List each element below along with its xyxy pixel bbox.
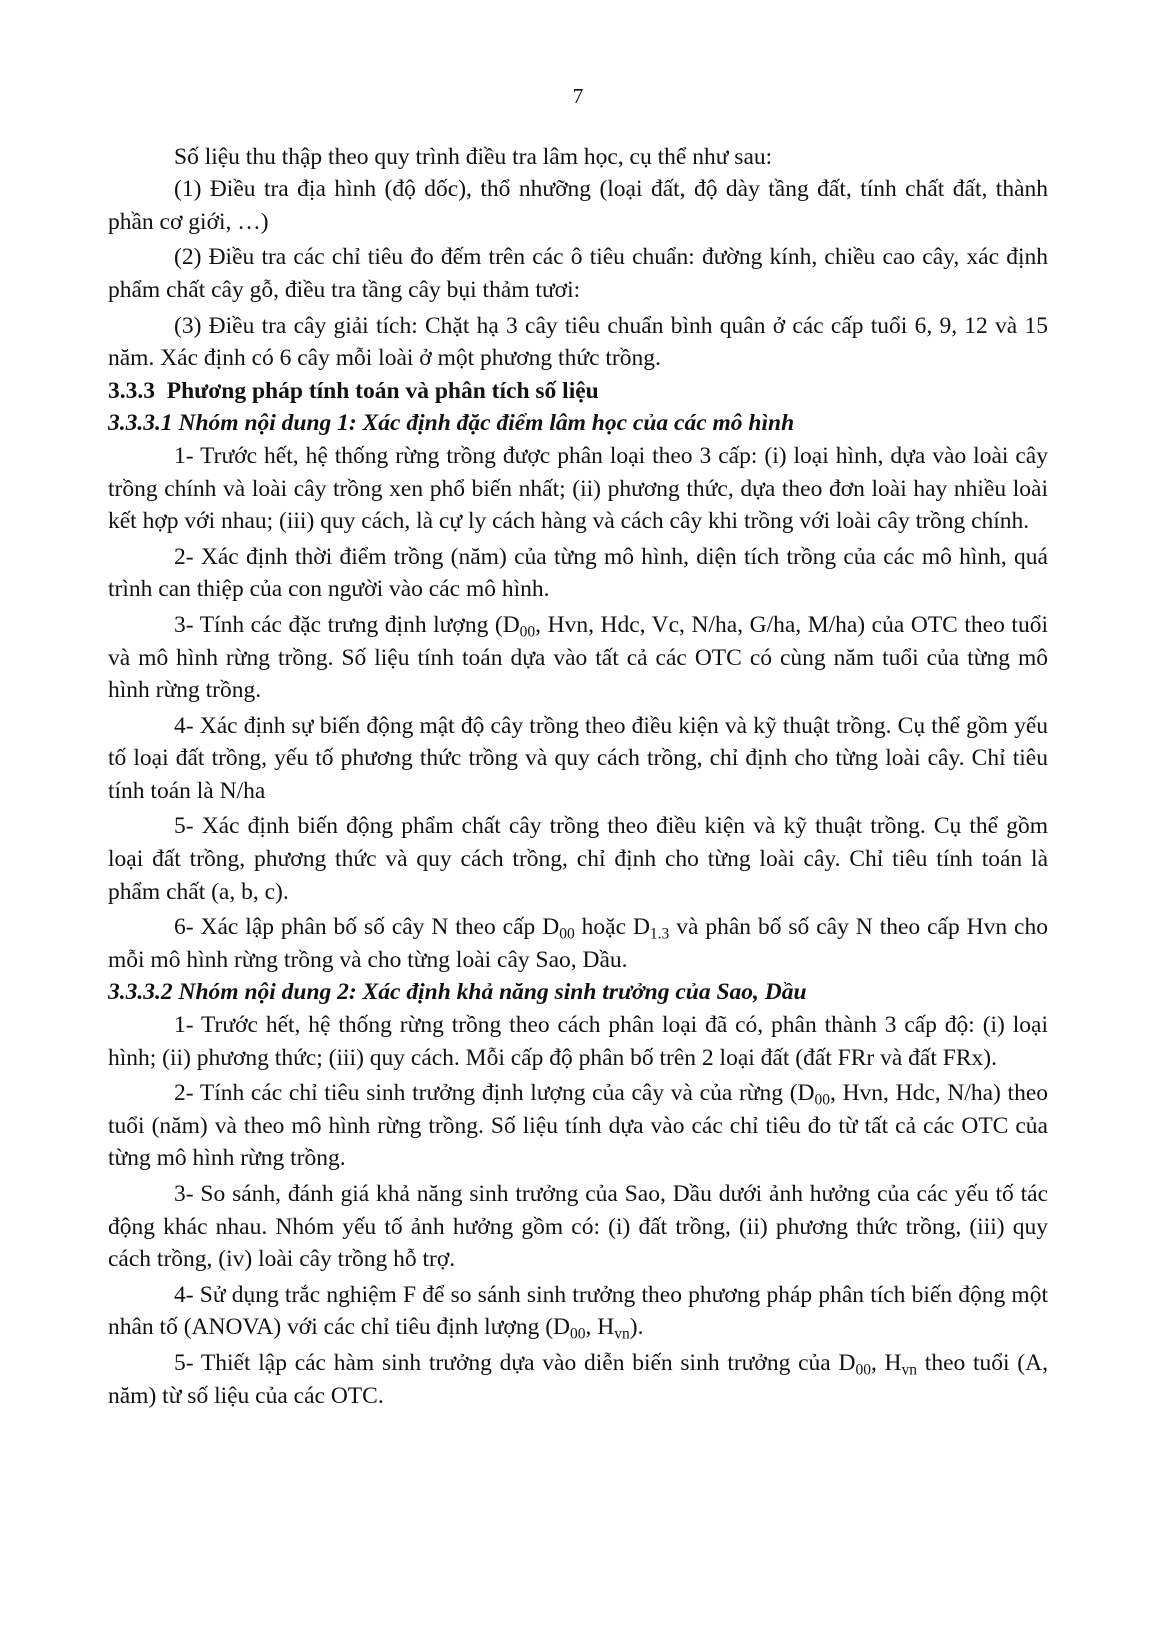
group2-paragraph-3: 3- So sánh, đánh giá khả năng sinh trưởng của Sao, Dầu dưới ảnh hưởng của các yếu tố tác động khác nhau. Nhóm yếu tố ảnh hưởng gồm có: (i) đất trồng, (ii) phương thức trồng, (iii) quy cách trồng, (iv) loài cây trồng hỗ trợ. bbox=[108, 1181, 1048, 1273]
group2-paragraph-4: 4- Sử dụng trắc nghiệm F để so sánh sinh trưởng theo phương pháp phân tích biến động một nhân tố (ANOVA) với các chỉ tiêu định lượng ($D_{00}$, $H_{vn}$). bbox=[108, 1281, 1048, 1344]
group1-paragraph-5: 5- Xác định biến động phẩm chất cây trồng theo điều kiện và kỹ thuật trồng. Cụ thể gồm loại đất trồng, phương thức và quy cách trồng, chỉ định cho từng loài cây. Chỉ tiêu tính toán là phẩm chất (a, b, c). bbox=[108, 813, 1048, 905]
group2-paragraph-2: 2- Tính các chỉ tiêu sinh trưởng định lượng của cây và của rừng ($D_{00}$, Hvn, Hdc, N/ha) theo tuổi (năm) và theo mô hình rừng trồng. Số liệu tính dựa vào các chỉ tiêu đo từ tất cả các OTC của từng mô hình rừng trồng. bbox=[108, 1080, 1048, 1172]
section-number: 3.3.3 bbox=[108, 377, 155, 404]
group1-paragraph-1: 1- Trước hết, hệ thống rừng trồng được phân loại theo 3 cấp: (i) loại hình, dựa vào loài cây trồng chính và loài cây trồng xen phổ biến nhất; (ii) phương thức, dựa theo đơn loài hay nhiều loài kết hợp với nhau; (iii) quy cách, là cự ly cách hàng và cách cây khi trồng với loài cây trồng chính. bbox=[108, 442, 1048, 535]
group2-paragraph-1: 1- Trước hết, hệ thống rừng trồng theo cách phân loại đã có, phân thành 3 cấp độ: (i) loại hình; (ii) phương thức; (iii) quy cách. Mỗi cấp độ phân bố trên 2 loại đất (đất FRr và đất FRx). bbox=[108, 1012, 1048, 1071]
section-heading-333 bbox=[108, 375, 1048, 408]
intro-paragraph: Số liệu thu thập theo quy trình điều tra lâm học, cụ thể như sau: bbox=[174, 143, 773, 170]
group1-paragraph-6: 6- Xác lập phân bố số cây N theo cấp $D_{00}$ hoặc $D_{1.3}$ và phân bố số cây N theo cấp Hvn cho mỗi mô hình rừng trồng và cho từng loài cây Sao, Dầu. bbox=[108, 914, 1048, 973]
group1-heading: 3.3.3.1 Nhóm nội dung 1: Xác định đặc điểm lâm học của các mô hình bbox=[108, 410, 795, 437]
list-item-2: (2) Điều tra các chỉ tiêu đo đếm trên các ô tiêu chuẩn: đường kính, chiều cao cây, xác định phẩm chất cây gỗ, điều tra tầng cây bụi thảm tươi: bbox=[108, 244, 1048, 303]
list-item-3: (3) Điều tra cây giải tích: Chặt hạ 3 cây tiêu chuẩn bình quân ở các cấp tuổi 6, 9, 12 và 15 năm. Xác định có 6 cây mỗi loài ở một phương thức trồng. bbox=[108, 312, 1048, 372]
list-item-1: (1) Điều tra địa hình (độ dốc), thổ nhưỡng (loại đất, độ dày tầng đất, tính chất đất, thành phần cơ giới, …) bbox=[108, 176, 1048, 235]
group2-paragraph-5: 5- Thiết lập các hàm sinh trưởng dựa vào diễn biến sinh trưởng của $D_{00}$, $H_{vn}$ theo tuổi (A, năm) từ số liệu của các OTC. bbox=[108, 1349, 1048, 1409]
group1-paragraph-2: 2- Xác định thời điểm trồng (năm) của từng mô hình, diện tích trồng của các mô hình, quá trình can thiệp của con người vào các mô hình. bbox=[108, 543, 1048, 603]
group2-heading: 3.3.3.2 Nhóm nội dung 2: Xác định khả năng sinh trưởng của Sao, Dầu bbox=[108, 979, 807, 1006]
group1-paragraph-4: 4- Xác định sự biến động mật độ cây trồng theo điều kiện và kỹ thuật trồng. Cụ thể gồm yếu tố loại đất trồng, yếu tố phương thức trồng và quy cách trồng, chỉ định cho từng loài cây. Chỉ tiêu tính toán là N/ha bbox=[108, 712, 1048, 804]
section-title: Phương pháp tính toán và phân tích số liệu bbox=[166, 377, 599, 404]
page-number: 7 bbox=[572, 84, 584, 108]
document-page bbox=[108, 80, 1048, 1412]
group1-paragraph-3: 3- Tính các đặc trưng định lượng ($D_{00}$, Hvn, Hdc, Vc, N/ha, G/ha, M/ha) của OTC theo tuổi và mô hình rừng trồng. Số liệu tính toán dựa vào tất cả các OTC có cùng năm tuổi của từng mô hình rừng trồng. bbox=[108, 611, 1048, 704]
